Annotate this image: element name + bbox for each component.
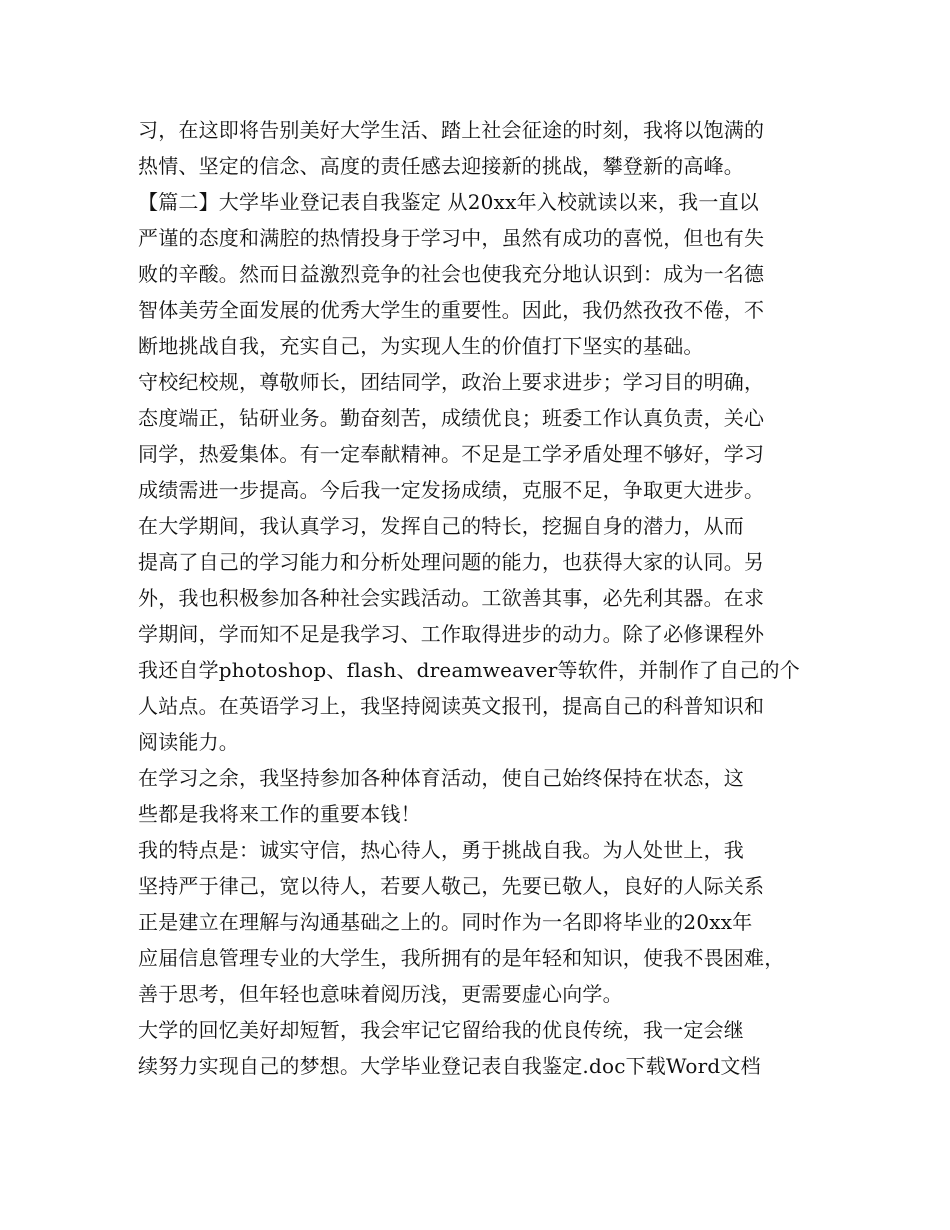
text-line: 热情、坚定的信念、高度的责任感去迎接新的挑战，攀登新的高峰。 (138, 154, 744, 178)
paragraph-start-line: 守校纪校规，尊敬师长，团结同学，政治上要求进步；学习目的明确， (138, 370, 765, 394)
text-line: 阅读能力。 (138, 730, 239, 754)
text-line: 正是建立在理解与沟通基础之上的。同时作为一名即将毕业的20xx年 (138, 910, 753, 934)
text-line: 外，我也积极参加各种社会实践活动。工欲善其事，必先利其器。在求 (138, 586, 765, 610)
text-line: 习，在这即将告别美好大学生活、踏上社会征途的时刻，我将以饱满的 (138, 118, 765, 142)
text-line: 我还自学photoshop、flash、dreamweaver等软件，并制作了自己的个 (138, 658, 800, 682)
paragraph-start-line: 在大学期间，我认真学习，发挥自己的特长，挖掘自身的潜力，从而 (138, 514, 744, 538)
paragraph-start-line: 在学习之余，我坚持参加各种体育活动，使自己始终保持在状态，这 (138, 766, 744, 790)
text-line: 续努力实现自己的梦想。大学毕业登记表自我鉴定.doc下载Word文档 (138, 1054, 761, 1078)
text-line: 善于思考，但年轻也意味着阅历浅，更需要虚心向学。 (138, 982, 623, 1006)
text-line: 人站点。在英语学习上，我坚持阅读英文报刊，提高自己的科普知识和 (138, 694, 765, 718)
text-line: 应届信息管理专业的大学生，我所拥有的是年轻和知识，使我不畏困难， (138, 946, 785, 970)
text-line: 败的辛酸。然而日益激烈竞争的社会也使我充分地认识到：成为一名德 (138, 262, 765, 286)
text-line: 严谨的态度和满腔的热情投身于学习中，虽然有成功的喜悦，但也有失 (138, 226, 765, 250)
text-line: 同学，热爱集体。有一定奉献精神。不足是工学矛盾处理不够好，学习 (138, 442, 765, 466)
text-line: 些都是我将来工作的重要本钱！ (138, 802, 421, 826)
text-line: 提高了自己的学习能力和分析处理问题的能力，也获得大家的认同。另 (138, 550, 765, 574)
text-line: 智体美劳全面发展的优秀大学生的重要性。因此，我仍然孜孜不倦，不 (138, 298, 765, 322)
section-heading-line: 【篇二】大学毕业登记表自我鉴定 从20xx年入校就读以来，我一直以 (138, 190, 759, 214)
text-line: 成绩需进一步提高。今后我一定发扬成绩，克服不足，争取更大进步。 (138, 478, 765, 502)
text-line: 学期间，学而知不足是我学习、工作取得进步的动力。除了必修课程外 (138, 622, 765, 646)
paragraph-start-line: 我的特点是：诚实守信，热心待人，勇于挑战自我。为人处世上，我 (138, 838, 744, 862)
text-line: 态度端正，钻研业务。勤奋刻苦，成绩优良；班委工作认真负责，关心 (138, 406, 765, 430)
paragraph-start-line: 大学的回忆美好却短暂，我会牢记它留给我的优良传统，我一定会继 (138, 1018, 744, 1042)
text-line: 坚持严于律己，宽以待人，若要人敬己，先要已敬人，良好的人际关系 (138, 874, 765, 898)
text-line: 断地挑战自我，充实自己，为实现人生的价值打下坚实的基础。 (138, 334, 704, 358)
document-body (138, 112, 818, 1084)
